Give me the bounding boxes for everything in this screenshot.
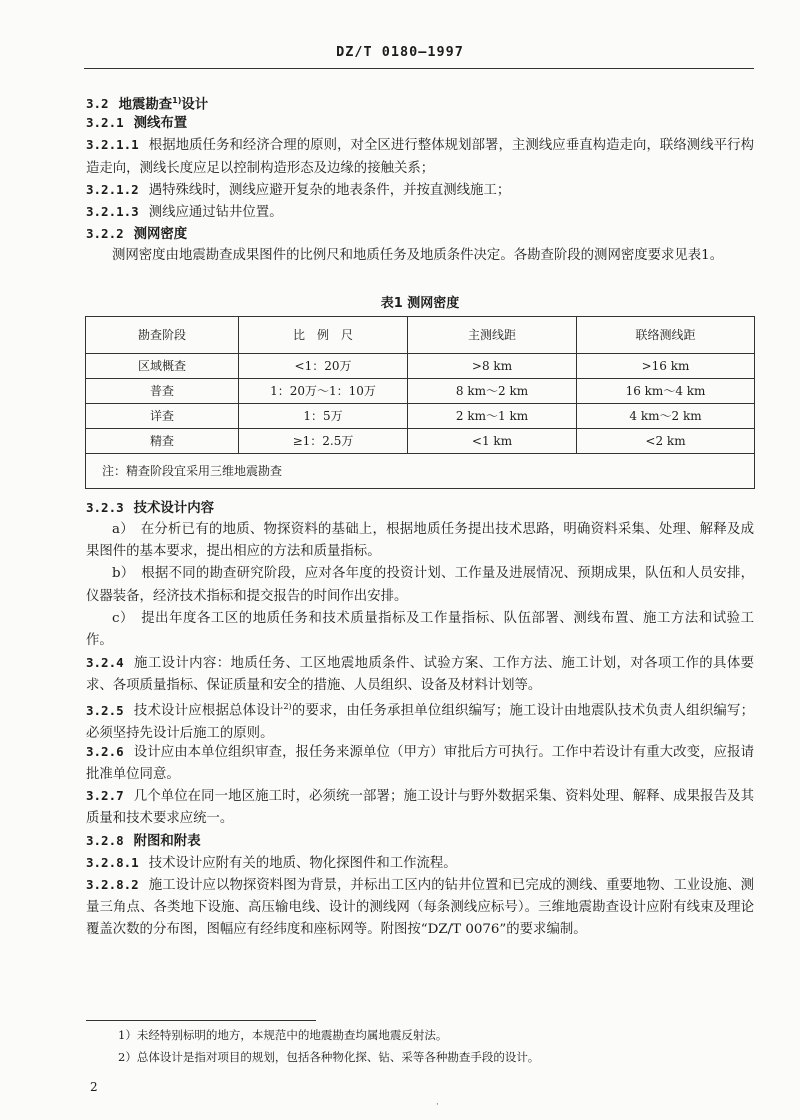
clause-3-2-1-1: 3.2.1.1 根据地质任务和经济合理的原则，对全区进行整体规划部署，主测线应垂直构造走向，联络测线平行构造走向，测线长度应足以控制构造形态及边缘的接触关系； [86,137,754,176]
table-cell: 2 km～1 km [408,403,577,428]
footnote-1: 1）未经特别标明的地方，本规范中的地震勘查均属地震反射法。 [118,1028,448,1042]
table-row [86,428,755,453]
table-cell: 详查 [86,403,239,428]
item-a: a） 在分析已有的地质、物探资料的基础上，根据地质任务提出技术思路，明确资料采集、处理、解释及成果图件的基本要求，提出相应的方法和质量指标。 [86,521,754,560]
page-number: 2 [90,1080,98,1094]
footnotes [118,1024,539,1068]
table-note: 注：精查阶段宜采用三维地震勘查 [86,453,755,488]
table-cell: 16 km～4 km [577,378,755,403]
standard-code-header: DZ/T 0180—1997 [336,44,464,60]
section-3-2-heading: 3.2 地震勘查$^{1)}$设计 [86,96,209,113]
footnote-rule [86,1020,316,1021]
table-row [86,403,755,428]
table-note-row [86,453,755,488]
section-3-2-8-heading: 3.2.8 附图和附表 [86,832,201,849]
density-paragraph: 测网密度由地震勘查成果图件的比例尺和地质任务及地质条件决定。各勘查阶段的测网密度要求见表1。 [112,248,724,264]
table-cell: <2 km [577,428,755,453]
section-3-2-1-heading: 3.2.1 测线布置 [86,115,188,132]
table-caption: 表1 测网密度 [380,295,460,311]
table-cell: 区域概查 [86,353,239,378]
item-b: b） 根据不同的勘查研究阶段，应对各年度的投资计划、工作量及进展情况、预期成果，队伍和人员安排，仪器装备，经济技术指标和提交报告的时间作出安排。 [86,566,754,604]
table-cell: 8 km～2 km [408,378,577,403]
table-cell: 普查 [86,378,239,403]
clause-3-2-7: 3.2.7 几个单位在同一地区施工时，必须统一部署；施工设计与野外数据采集、资料处理、解释、成果报告及其质量和技术要求应统一。 [86,788,754,827]
table-cell: ≥1：2.5万 [239,428,408,453]
table-row [86,353,755,378]
clause-3-2-8-1: 3.2.8.1 技术设计应附有关的地质、物化探图件和工作流程。 [86,854,457,871]
table-cell: 1：5万 [239,403,408,428]
table-cell: >16 km [577,353,755,378]
table-cell: <1 km [408,428,577,453]
header-cell: 联络测线距 [577,316,755,353]
clause-3-2-4: 3.2.4 施工设计内容：地质任务、工区地震地质条件、试验方案、工作方法、施工计划，对各项工作的具体要求、各项质量指标、保证质量和安全的措施、人员组织、设备及材料计划等。 [86,655,754,694]
table-cell: >8 km [408,353,577,378]
table-cell: 精查 [86,428,239,453]
table-cell: 1：20万～1：10万 [239,378,408,403]
clause-3-2-5: 3.2.5 技术设计应根据总体设计$^{2)}$的要求，由任务承担单位组织编写；施工设计由地震队技术负责人组织编写；必须坚持先设计后施工的原则。 [86,702,755,742]
header-rule [84,68,754,69]
section-3-2-3-heading: 3.2.3 技术设计内容 [86,499,214,516]
clause-3-2-8-2: 3.2.8.2 施工设计应以物探资料图为背景，并标出工区内的钻井位置和已完成的测线、重要地物、工业设施、测量三角点、各类地下设施、高压输电线、设计的测线网（每条测线应标号）。三维地震勘查设计应附有线束及理论覆盖次数的分布图，图幅应有经纬度和座标网等。附图按“DZ/T 0076”的要求编制。 [86,877,754,938]
table-cell: 4 km～2 km [577,403,755,428]
clause-3-2-1-3: 3.2.1.3 测线应通过钻井位置。 [86,203,283,220]
clause-3-2-6: 3.2.6 设计应由本单位组织审查，报任务来源单位（甲方）审批后方可执行。工作中若设计有重大改变，应报请批准单位同意。 [86,743,754,783]
survey-density-table [85,316,755,489]
header-cell: 勘查阶段 [86,316,239,353]
footnote-2: 2）总体设计是指对项目的规划，包括各种物化探、钻、采等各种勘查手段的设计。 [118,1050,540,1064]
header-cell: 比 例 尺 [239,316,408,353]
table-cell: <1：20万 [239,353,408,378]
clause-3-2-1-2: 3.2.1.2 遇特殊线时，测线应避开复杂的地表条件，并按直测线施工； [86,181,511,198]
table-row [86,378,755,403]
bottom-mark: · [436,1100,439,1110]
header-cell: 主测线距 [408,316,577,353]
main-content [86,90,754,941]
table-header-row [86,316,755,353]
item-c: c） 提出年度各工区的地质任务和技术质量指标及工作量指标、队伍部署、测线布置、施工方法和试验工作。 [86,610,754,648]
section-3-2-2-heading: 3.2.2 测网密度 [86,226,188,243]
